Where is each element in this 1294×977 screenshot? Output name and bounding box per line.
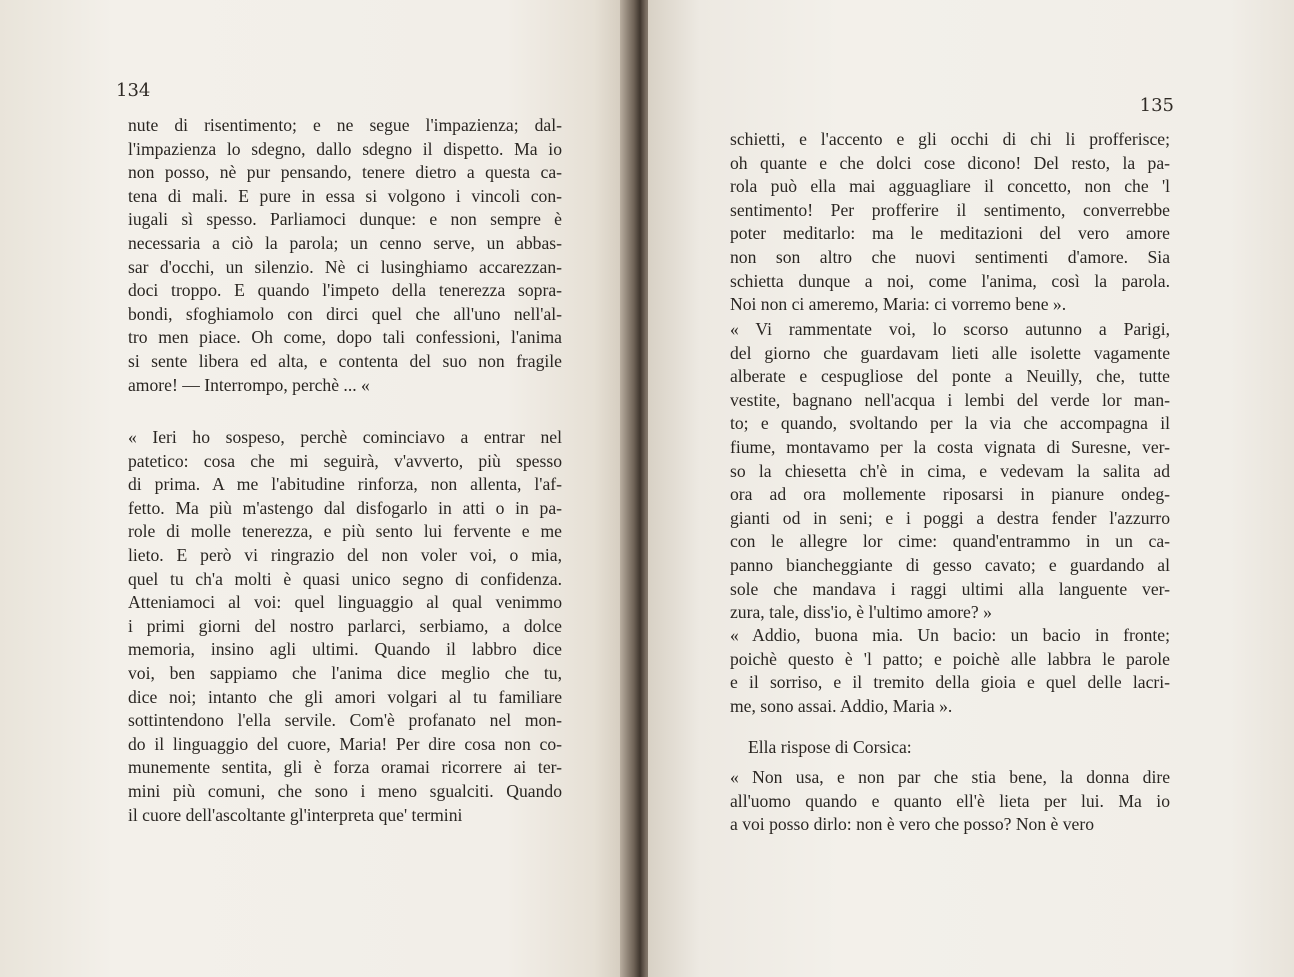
left-page	[0, 0, 632, 977]
text-line: a voi posso dirlo: non è vero che posso? Non è vero	[730, 814, 1095, 835]
text-line: i primi giorni del nostro parlarci, serbiamo, a dolce	[128, 615, 562, 636]
text-line: lieto. E però vi ringrazio del non voler voi, o mia,	[128, 544, 562, 565]
text-line: « Addio, buona mia. Un bacio: un bacio in fronte;	[730, 625, 1170, 645]
text-line: tena di mali. E pure in essa si volgono i vincoli con-	[128, 185, 562, 206]
text-line: non posso, nè pur pensando, tenere dietro a questa ca-	[128, 162, 562, 183]
text-line: all'uomo quando e quanto ell'è lieta per lui. Ma io	[730, 790, 1170, 811]
text-line: role di molle tenerezza, e più sento lui fervente e me	[128, 521, 562, 542]
text-line: Ella rispose di Corsica:	[748, 737, 912, 757]
page-number-right: 135	[1139, 95, 1174, 116]
text-line: amore! — Interrompo, perchè ... «	[128, 374, 370, 395]
text-line: « Ieri ho sospeso, perchè cominciavo a entrar nel	[128, 427, 562, 447]
text-line: alberate e cespugliose del ponte a Neuilly, che, tutte	[730, 366, 1170, 387]
text-line: vestite, bagnano nell'acqua i lembi del verde lor man-	[730, 389, 1170, 410]
text-line: sar d'occhi, un silenzio. Nè ci lusinghiamo accarezzan-	[128, 256, 562, 277]
text-line: do il linguaggio del cuore, Maria! Per dire cosa non co-	[128, 733, 562, 754]
page-number-left: 134	[116, 80, 151, 101]
text-line: doci troppo. E quando l'impeto della tenerezza sopra-	[128, 280, 562, 301]
text-line: « Vi rammentate voi, lo scorso autunno a Parigi,	[730, 319, 1170, 339]
text-line: fetto. Ma più m'astengo dal disfogarlo in atti o in pa-	[128, 497, 562, 518]
text-line: sentimento! Per profferire il sentimento, converrebbe	[730, 199, 1170, 220]
text-line: oh quante e che dolci cose dicono! Del resto, la pa-	[730, 152, 1170, 173]
text-line: dice noi; intanto che gli amori volgari al tu familiare	[128, 686, 562, 707]
text-line: sole che mandava i raggi ultimi alla languente ver-	[730, 578, 1170, 599]
text-line: panno biancheggiante di gesso cavato; e guardando al	[730, 554, 1170, 575]
text-line: voi, ben sappiamo che l'anima dice meglio che tu,	[128, 662, 562, 683]
text-line: gianti od in seni; e i poggi a destra fender l'azzurro	[730, 507, 1170, 528]
text-line: fiume, montavamo per la costa vignata di Suresne, ver-	[730, 436, 1170, 457]
right-paragraph-3	[730, 624, 1170, 718]
text-line: non son altro che nuovi sentimenti d'amore. Sia	[730, 246, 1170, 267]
text-line: il cuore dell'ascoltante gl'interpreta que' termini	[128, 804, 463, 825]
text-line: zura, tale, diss'io, è l'ultimo amore? »	[730, 602, 992, 623]
right-paragraph-1	[730, 128, 1170, 317]
text-line: l'impazienza lo sdegno, dallo sdegno il dispetto. Ma io	[128, 138, 562, 159]
right-paragraph-2	[730, 318, 1170, 625]
text-line: so la chiesetta ch'è in cima, e vedevam la salita ad	[730, 460, 1170, 481]
text-line: me, sono assai. Addio, Maria ».	[730, 695, 953, 716]
text-line: Atteniamoci al voi: quel linguaggio al qual venimmo	[128, 592, 562, 613]
text-line: patetico: cosa che mi seguirà, v'avverto, più spesso	[128, 450, 562, 471]
text-line: sottintendono l'ella servile. Com'è profanato nel mon-	[128, 710, 562, 731]
left-paragraph-1	[128, 114, 562, 397]
text-line: quel tu ch'a molti è quasi unico segno di confidenza.	[128, 568, 562, 589]
text-line: schietta dunque a noi, come l'anima, così la parola.	[730, 270, 1170, 291]
text-line: necessaria a ciò la parola; un cenno serve, un abbas-	[128, 232, 562, 253]
text-line: si sente libera ed alta, e contenta del suo non fragile	[128, 350, 562, 371]
text-line: e il sorriso, e il tremito della gioia e quel delle lacri-	[730, 672, 1170, 693]
text-line: bondi, sfoghiamolo con dirci quel che all'uno nell'al-	[128, 303, 562, 324]
text-line: con le allegre lor cime: quand'entrammo in un ca-	[730, 531, 1170, 552]
text-line: rola può ella mai agguagliare il concetto, non che 'l	[730, 176, 1170, 197]
text-line: to; e quando, svoltando per la via che accompagna il	[730, 413, 1170, 434]
text-line: munemente sentita, gli è forza oramai ricorrere ai ter-	[128, 757, 562, 778]
text-line: mini più comuni, che sono i meno sgualciti. Quando	[128, 780, 562, 801]
right-page	[648, 0, 1294, 977]
text-line: di prima. A me l'abitudine rinforza, non allenta, l'af-	[128, 474, 562, 495]
text-line: schietti, e l'accento e gli occhi di chi li profferisce;	[730, 129, 1170, 149]
right-paragraph-4	[730, 736, 1170, 760]
text-line: ora ad ora mollemente riposarsi in pianure ondeg-	[730, 484, 1170, 505]
left-paragraph-2	[128, 426, 562, 827]
right-paragraph-5	[730, 766, 1170, 837]
text-line: « Non usa, e non par che stia bene, la donna dire	[730, 767, 1170, 787]
text-line: del giorno che guardavam lieti alle isolette vagamente	[730, 342, 1170, 363]
text-line: Noi non ci ameremo, Maria: ci vorremo bene ».	[730, 294, 1067, 315]
text-line: nute di risentimento; e ne segue l'impazienza; dal-	[128, 115, 562, 135]
text-line: iugali sì spesso. Parliamoci dunque: e non sempre è	[128, 209, 562, 230]
text-line: poter meditarlo: ma le meditazioni del vero amore	[730, 223, 1170, 244]
text-line: poichè questo è 'l patto; e poichè alle labbra le parole	[730, 648, 1170, 669]
text-line: tro men piace. Oh come, dopo tali confessioni, l'anima	[128, 327, 562, 348]
text-line: memoria, insino agli ultimi. Quando il labbro dice	[128, 639, 562, 660]
